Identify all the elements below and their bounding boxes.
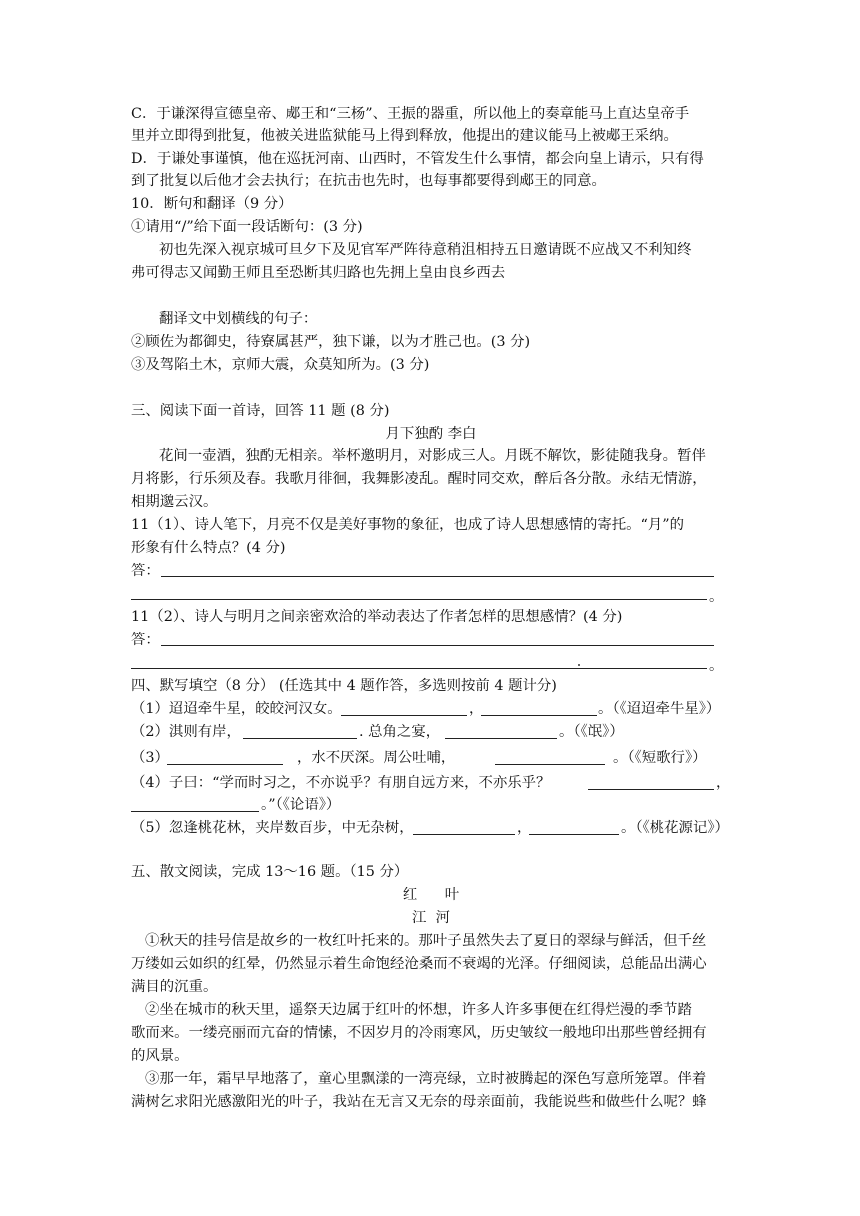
- question-10-sub-1: ①请用“/”给下面一段话断句：(3 分): [131, 219, 363, 235]
- poem-line-1: 花间一壶酒，独酌无相亲。举杯邀明月，对影成三人。月既不解饮，影徒随我身。暂伴: [159, 448, 706, 464]
- paragraph-2-line-1: ②坐在城市的秋天里，遥祭天边属于红叶的怀想，许多人许多事便在红得烂漫的季节踏: [145, 1002, 692, 1018]
- paragraph-2-line-2: 歌而来。一缕亮丽而亢奋的情愫，不因岁月的冷雨寒风，历史皱纹一般地印出那些曾经拥有: [131, 1025, 707, 1041]
- answer-blank-line[interactable]: [131, 599, 707, 600]
- punctuation-passage-line-2: 弗可得志又闻勤王师且至恐断其归路也先拥上皇由良乡西去: [131, 265, 506, 281]
- option-d-line-1: D．于谦处事谨慎，他在巡抚河南、山西时，不管发生什么事情，都会向皇上请示，只有得: [131, 151, 704, 167]
- fill-item-1-source: 。（《迢迢牵牛星》）: [598, 701, 721, 717]
- question-10-sub-2: ②顾佐为都御史，待寮属甚严，独下谦，以为才胜己也。(3 分): [131, 334, 531, 350]
- answer-label: 答：: [131, 563, 160, 579]
- question-11-1-line-1: 11（1）、诗人笔下，月亮不仅是美好事物的象征，也成了诗人思想感情的寄托。“月”的: [131, 517, 685, 533]
- section-4-heading: 四、默写填空（8 分） (任选其中 4 题作答，多选则按前 4 题计分): [131, 678, 557, 694]
- fill-item-5-comma: ，: [517, 820, 532, 836]
- fill-item-5-source: 。（《桃花源记》）: [621, 820, 729, 836]
- paragraph-3-line-2: 满树乞求阳光感激阳光的叶子，我站在无言又无奈的母亲面前，我能说些和做些什么呢？蜂: [131, 1094, 707, 1110]
- paragraph-1-line-3: 满目的沉重。: [131, 979, 218, 995]
- option-c-line-2: 里并立即得到批复，他被关进监狱能马上得到释放，他提出的建议能马上被郕王采纳。: [131, 128, 678, 144]
- fill-blank[interactable]: [413, 834, 515, 835]
- paragraph-1-line-2: 万缕如云如织的红晕，仍然显示着生命饱经沧桑而不衰竭的光泽。仔细阅读，总能品出满心: [131, 956, 707, 972]
- question-10-title: 10．断句和翻译（9 分）: [131, 196, 293, 212]
- fill-blank[interactable]: [341, 715, 467, 716]
- essay-title: 红 叶: [402, 887, 460, 903]
- section-3-heading: 三、阅读下面一首诗，回答 11 题 (8 分): [131, 403, 390, 419]
- answer-label: 答：: [131, 632, 160, 648]
- fill-blank[interactable]: [243, 738, 357, 739]
- question-10-sub-3: ③及驾陷土木，京师大震，众莫知所为。(3 分): [131, 357, 430, 373]
- section-5-heading: 五、散文阅读，完成 13～16 题。（15 分）: [131, 864, 409, 880]
- stray-dot-mark: [578, 664, 580, 666]
- fill-item-5-text: （5）忽逢桃花林，夹岸数百步，中无杂树，: [131, 820, 414, 836]
- fill-blank[interactable]: [131, 811, 259, 812]
- fill-item-1-text: （1）迢迢牵牛星，皎皎河汉女。: [131, 701, 342, 717]
- answer-blank-line[interactable]: [131, 668, 707, 669]
- question-11-1-line-2: 形象有什么特点？(4 分): [131, 540, 286, 556]
- fill-blank[interactable]: [529, 834, 619, 835]
- fill-blank[interactable]: [481, 715, 597, 716]
- poem-line-2: 月将影，行乐须及春。我歌月徘徊，我舞影凌乱。醒时同交欢，醉后各分散。永结无情游，: [131, 471, 707, 487]
- fill-blank[interactable]: [495, 764, 605, 765]
- answer-blank-line[interactable]: [161, 576, 714, 577]
- fill-item-2-source: 。（《氓》）: [559, 724, 624, 740]
- fill-blank[interactable]: [167, 764, 283, 765]
- paragraph-1-line-1: ①秋天的挂号信是故乡的一枚红叶托来的。那叶子虽然失去了夏日的翠绿与鲜活，但千丝: [145, 933, 707, 949]
- option-d-line-2: 到了批复以后他才会去执行；在抗击也先时，也每事都要得到郕王的同意。: [131, 173, 606, 189]
- fill-item-3-text: ，水不厌深。周公吐哺，: [297, 750, 456, 766]
- fill-item-1-comma: ，: [469, 701, 484, 717]
- line-end-period: 。: [709, 589, 724, 605]
- essay-author: 江 河: [412, 910, 450, 926]
- answer-blank-line[interactable]: [161, 645, 714, 646]
- poem-title: 月下独酌 李白: [385, 426, 477, 442]
- fill-item-4-comma: ，: [716, 775, 731, 791]
- fill-blank[interactable]: [445, 738, 557, 739]
- line-end-period: 。: [709, 658, 724, 674]
- punctuation-passage-line-1: 初也先深入视京城可旦夕下及见官军严阵待意稍沮相持五日邀请既不应战又不利知终: [159, 242, 692, 258]
- paragraph-2-line-3: 的风景。: [131, 1048, 189, 1064]
- fill-item-4-text: （4）子曰：“学而时习之，不亦说乎？有朋自远方来，不亦乐乎？: [131, 775, 551, 791]
- fill-blank[interactable]: [588, 789, 714, 790]
- question-11-2: 11（2）、诗人与明月之间亲密欢洽的举动表达了作者怎样的思想感情？(4 分): [131, 609, 623, 625]
- fill-item-4-source: 。”（《论语》）: [261, 797, 341, 813]
- fill-item-3-source: 。（《短歌行》）: [613, 750, 707, 766]
- fill-item-3-label: （3）: [131, 750, 169, 766]
- poem-line-3: 相期邈云汉。: [131, 494, 218, 510]
- option-c-line-1: C．于谦深得宣德皇帝、郕王和“三杨”、王振的器重，所以他上的奏章能马上直达皇帝手: [131, 106, 690, 122]
- fill-item-2-middle: . 总角之宴，: [359, 724, 441, 740]
- translate-label: 翻译文中划横线的句子：: [159, 311, 318, 327]
- fill-item-2-text: （2）淇则有岸，: [131, 724, 241, 740]
- paragraph-3-line-1: ③那一年，霜早早地落了，童心里飘漾的一湾亮绿，立时被腾起的深色写意所笼罩。伴着: [145, 1071, 707, 1087]
